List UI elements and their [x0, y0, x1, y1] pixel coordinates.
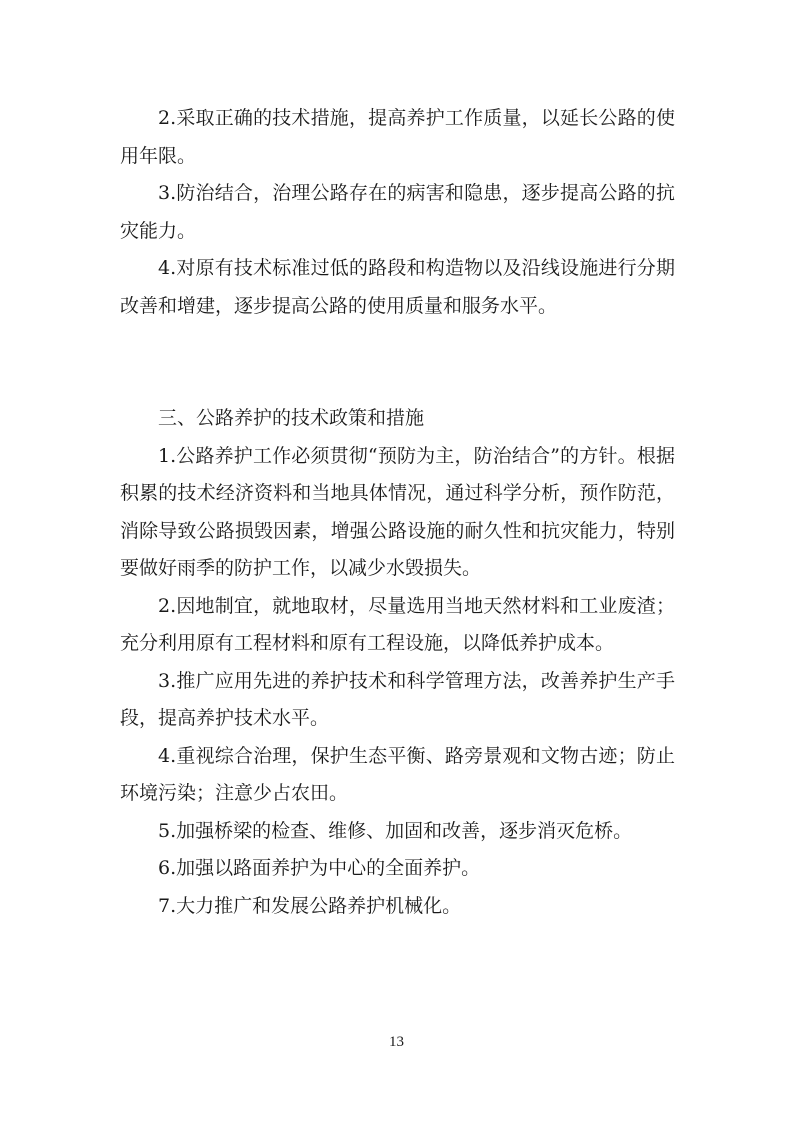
section-continued — [120, 100, 675, 325]
policy-item-6: 6.加强以路面养护为中心的全面养护。 — [158, 857, 481, 879]
paragraph-item-3: 3.防治结合，治理公路存在的病害和隐患，逐步提高公路的抗灾能力。 — [120, 182, 675, 242]
paragraph-item-4: 4.对原有技术标准过低的路段和构造物以及沿线设施进行分期改善和增建，逐步提高公路的使用质量和服务水平。 — [120, 257, 675, 317]
policy-item-1: 1.公路养护工作必须贯彻“预防为主，防治结合”的方针。根据积累的技术经济资料和当地具体情况，通过科学分析，预作防范，消除导致公路损毁因素，增强公路设施的耐久性和抗灾能力，特别要做好雨季的防护工作，以减少水毁损失。 — [120, 444, 675, 579]
policy-item-4: 4.重视综合治理，保护生态平衡、路旁景观和文物古迹；防止环境污染；注意少占农田。 — [120, 744, 675, 804]
section-technical-policy — [120, 400, 675, 925]
policy-item-5: 5.加强桥梁的检查、维修、加固和改善，逐步消灭危桥。 — [158, 819, 633, 842]
policy-item-3: 3.推广应用先进的养护技术和科学管理方法，改善养护生产手段，提高养护技术水平。 — [120, 669, 675, 729]
policy-item-2: 2.因地制宜，就地取材，尽量选用当地天然材料和工业废渣；充分利用原有工程材料和原有工程设施，以降低养护成本。 — [120, 594, 675, 654]
policy-item-7: 7.大力推广和发展公路养护机械化。 — [158, 894, 462, 917]
paragraph-item-2: 2.采取正确的技术措施，提高养护工作质量，以延长公路的使用年限。 — [120, 107, 675, 167]
section-heading: 三、公路养护的技术政策和措施 — [158, 407, 425, 429]
page-number: 13 — [389, 1034, 404, 1050]
